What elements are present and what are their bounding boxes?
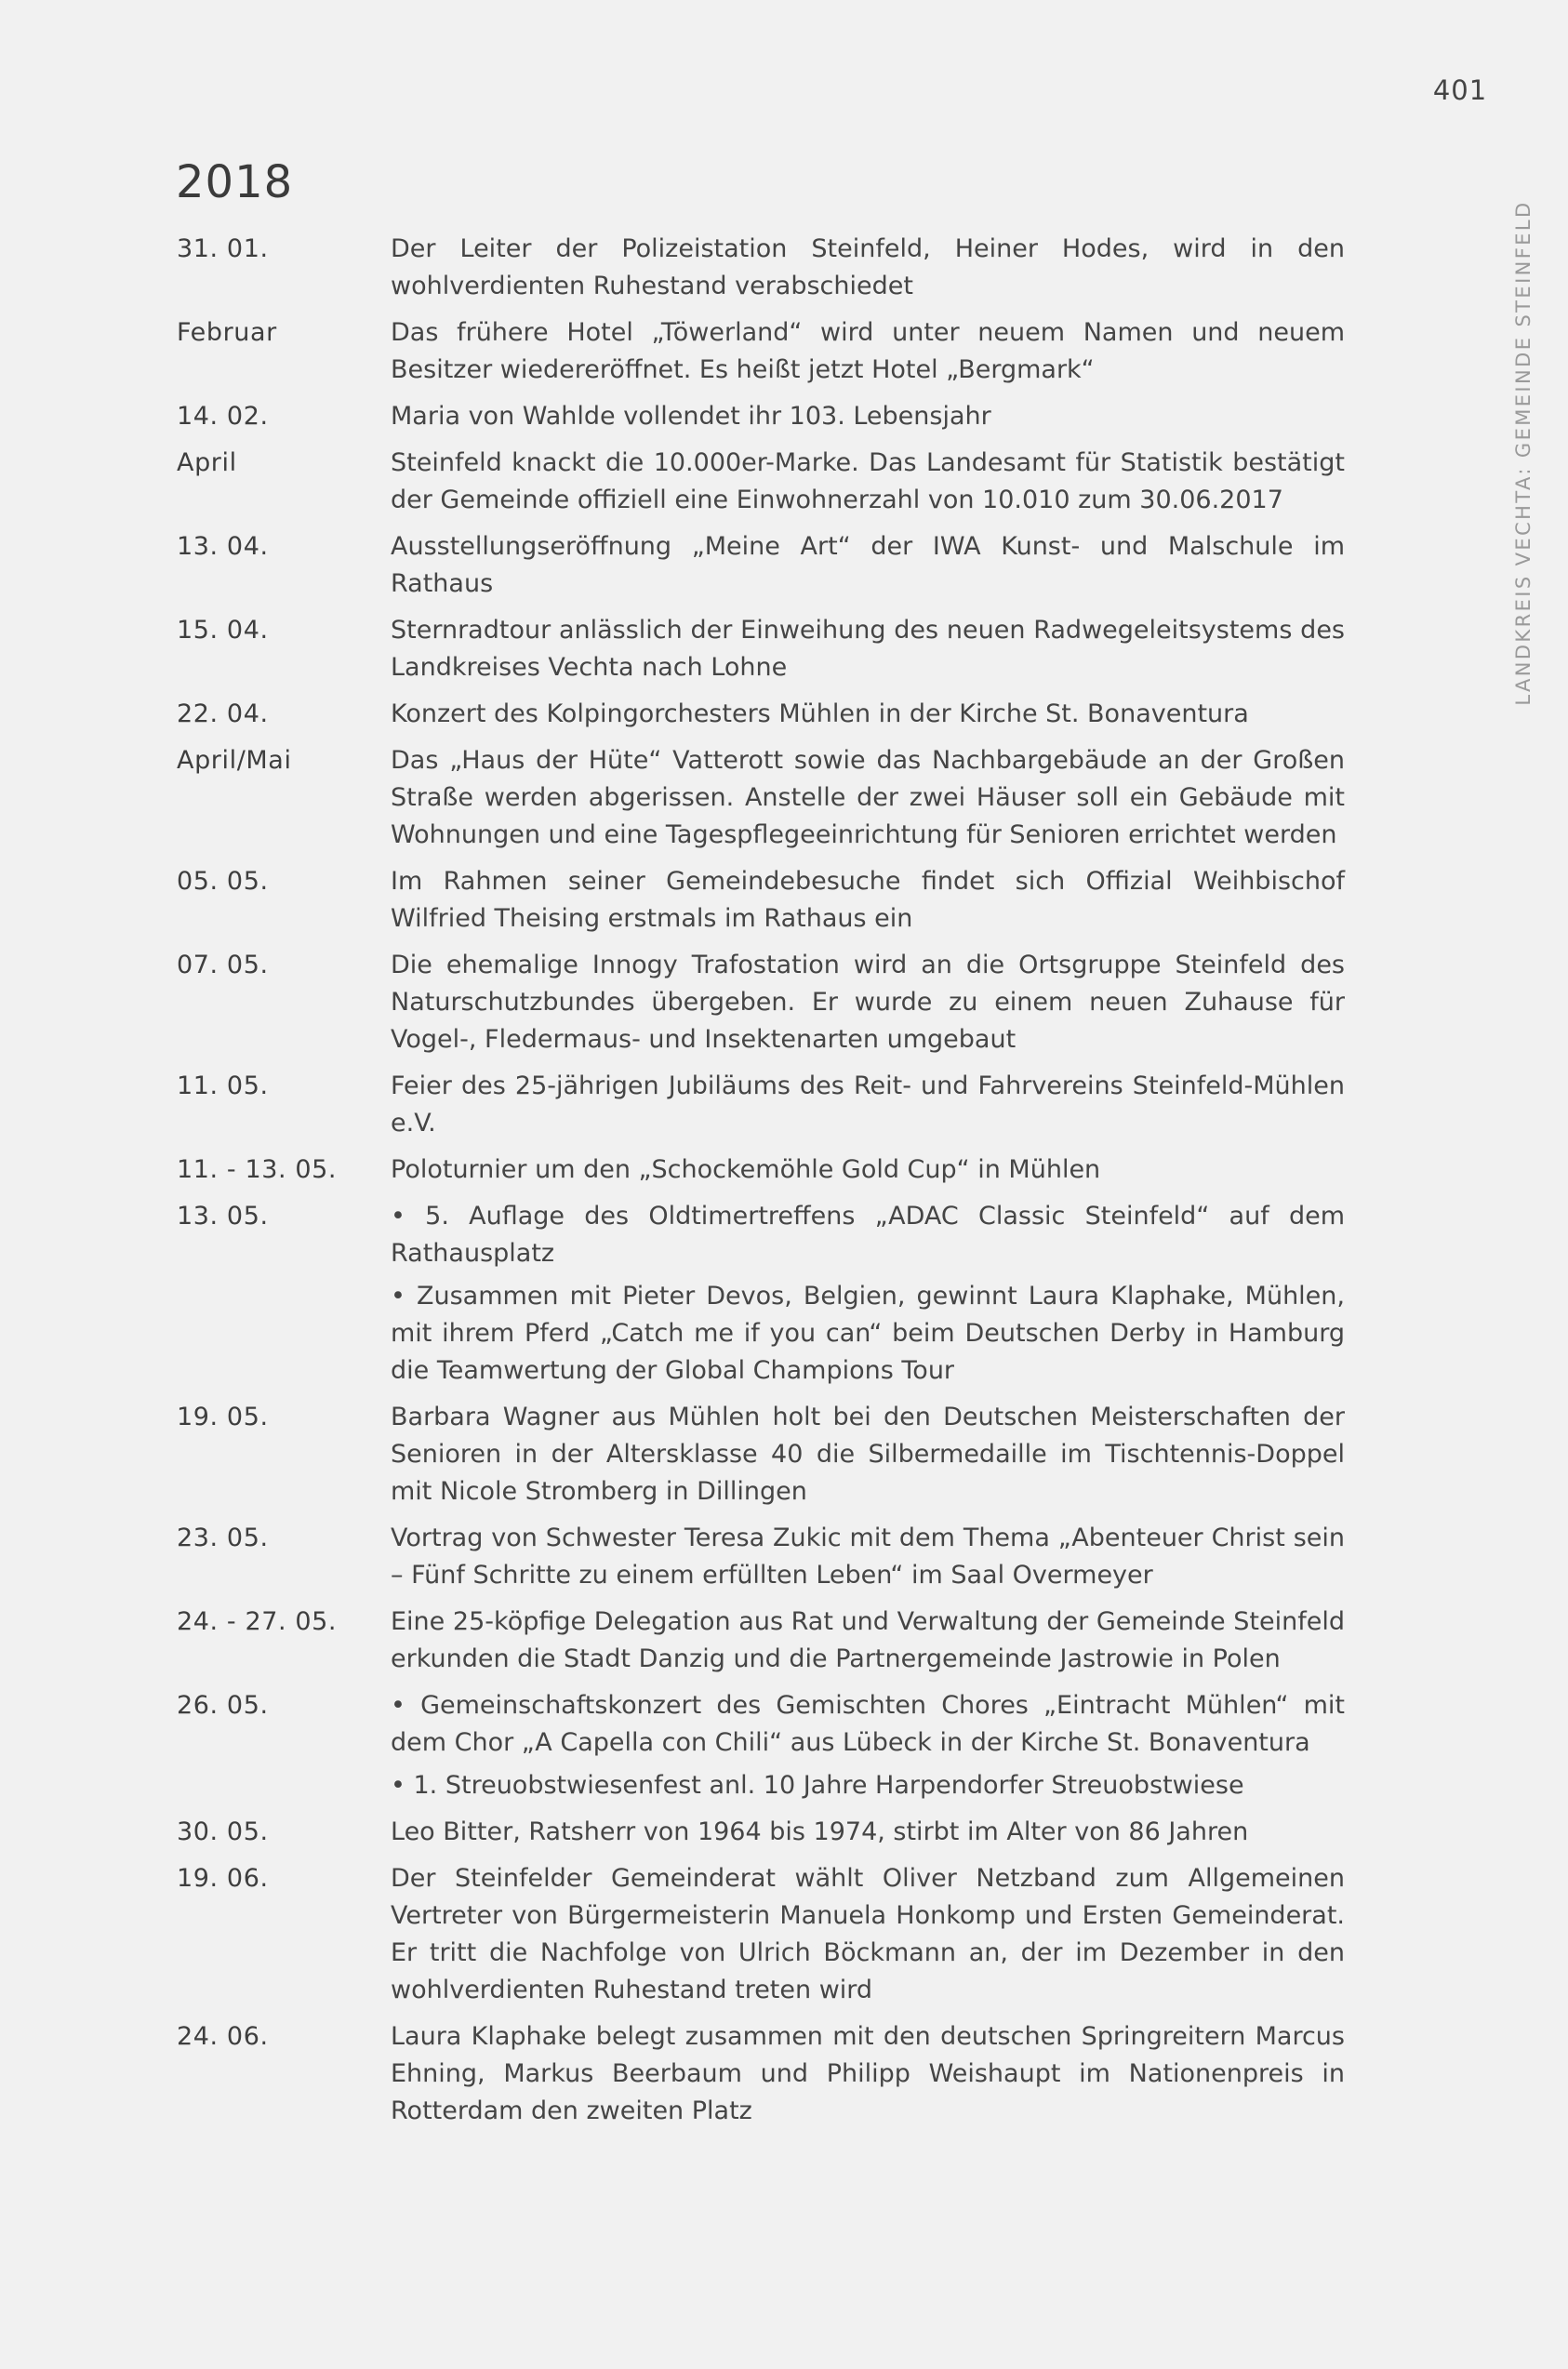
chronicle-entry <box>177 1687 1354 1804</box>
entry-date: 30. 05. <box>177 1817 269 1846</box>
entry-text <box>391 1687 1345 1804</box>
page-number: 401 <box>1432 74 1488 106</box>
year-heading: 2018 <box>176 156 294 208</box>
entry-date: Februar <box>177 318 277 347</box>
entry-paragraph: Die ehemalige Innogy Trafostation wird an die Ortsgruppe Steinfeld des Naturschutzbundes übergeben. Er wurde zu einem neuen Zuhause für Vogel-, Fledermaus- und Insektenarten umgebaut <box>391 951 1345 1054</box>
entry-text <box>391 1604 1345 1678</box>
entry-paragraph: Der Leiter der Polizeistation Steinfeld, Heiner Hodes, wird in den wohlverdienten Ruhestand verabschiedet <box>391 234 1345 300</box>
entry-paragraph: • Gemeinschaftskonzert des Gemischten Chores „Eintracht Mühlen“ mit dem Chor „A Capella con Chili“ aus Lübeck in der Kirche St. Bonaventura <box>391 1691 1345 1757</box>
entry-text <box>391 1198 1345 1390</box>
entry-paragraph: Poloturnier um den „Schockemöhle Gold Cup“ in Mühlen <box>391 1155 1101 1184</box>
chronicle-entry <box>177 445 1354 519</box>
entry-paragraph: Im Rahmen seiner Gemeindebesuche findet sich Offizial Weihbischof Wilfried Theising erstmals im Rathaus ein <box>391 867 1345 933</box>
chronicle-entry <box>177 398 1354 435</box>
chronicle-entries <box>177 231 1354 2139</box>
entry-date: 23. 05. <box>177 1524 269 1552</box>
entry-date: 13. 04. <box>177 532 269 561</box>
entry-text <box>391 231 1345 305</box>
entry-date: 11. - 13. 05. <box>177 1155 338 1184</box>
entry-date: 31. 01. <box>177 234 269 263</box>
entry-text <box>391 445 1345 519</box>
entry-text <box>391 1068 1345 1142</box>
entry-date: 24. - 27. 05. <box>177 1607 338 1636</box>
entry-paragraph: Maria von Wahlde vollendet ihr 103. Lebensjahr <box>391 402 991 431</box>
entry-paragraph: Vortrag von Schwester Teresa Zukic mit dem Thema „Abenteuer Christ sein – Fünf Schritte zu einem erfüllten Leben“ im Saal Overmeyer <box>391 1524 1345 1590</box>
entry-text <box>391 696 1345 733</box>
side-running-title <box>1508 172 1538 735</box>
entry-date: 19. 06. <box>177 1864 269 1893</box>
chronicle-entry <box>177 1860 1354 2009</box>
chronicle-entry <box>177 696 1354 733</box>
chronicle-entry <box>177 863 1354 938</box>
entry-text <box>391 1151 1345 1189</box>
entry-date: 13. 05. <box>177 1202 269 1231</box>
chronicle-entry <box>177 1068 1354 1142</box>
entry-paragraph: • 1. Streuobstwiesenfest anl. 10 Jahre Harpendorfer Streuobstwiese <box>391 1771 1244 1800</box>
entry-paragraph: Konzert des Kolpingorchesters Mühlen in der Kirche St. Bonaventura <box>391 699 1249 728</box>
entry-text <box>391 1860 1345 2009</box>
chronicle-entry <box>177 1198 1354 1390</box>
entry-date: 07. 05. <box>177 951 269 979</box>
entry-paragraph: Das „Haus der Hüte“ Vatterott sowie das Nachbargebäude an der Großen Straße werden abgerissen. Anstelle der zwei Häuser soll ein Gebäude mit Wohnungen und eine Tagespflegeeinrichtung für Senioren errichtet werden <box>391 746 1345 849</box>
chronicle-entry <box>177 612 1354 686</box>
entry-paragraph: • 5. Auflage des Oldtimertreffens „ADAC Classic Steinfeld“ auf dem Rathausplatz <box>391 1202 1345 1268</box>
entry-paragraph: Barbara Wagner aus Mühlen holt bei den Deutschen Meisterschaften der Senioren in der Altersklasse 40 die Silbermedaille im Tischtennis-Doppel mit Nicole Stromberg in Dillingen <box>391 1403 1345 1506</box>
chronicle-entry <box>177 231 1354 305</box>
entry-paragraph: Laura Klaphake belegt zusammen mit den deutschen Springreitern Marcus Ehning, Markus Beerbaum und Philipp Weishaupt im Nationenpreis in Rotterdam den zweiten Platz <box>391 2022 1345 2125</box>
entry-date: 22. 04. <box>177 699 269 728</box>
entry-date: 05. 05. <box>177 867 269 896</box>
entry-paragraph: Leo Bitter, Ratsherr von 1964 bis 1974, stirbt im Alter von 86 Jahren <box>391 1817 1249 1846</box>
entry-paragraph: Eine 25-köpfige Delegation aus Rat und Verwaltung der Gemeinde Steinfeld erkunden die Stadt Danzig und die Partnergemeinde Jastrowie in Polen <box>391 1607 1345 1673</box>
entry-date: 11. 05. <box>177 1071 269 1100</box>
chronicle-entry <box>177 1151 1354 1189</box>
side-title-text: LANDKREIS VECHTA: GEMEINDE STEINFELD <box>1512 200 1535 706</box>
entry-date: 19. 05. <box>177 1403 269 1431</box>
entry-date: April/Mai <box>177 746 292 775</box>
entry-text <box>391 1814 1345 1851</box>
entry-paragraph: Das frühere Hotel „Töwerland“ wird unter neuem Namen und neuem Besitzer wiedereröffnet. Es heißt jetzt Hotel „Bergmark“ <box>391 318 1345 384</box>
chronicle-entry <box>177 1814 1354 1851</box>
entry-date: 14. 02. <box>177 402 269 431</box>
entry-text <box>391 1520 1345 1594</box>
chronicle-entry <box>177 2018 1354 2130</box>
entry-paragraph: Der Steinfelder Gemeinderat wählt Oliver Netzband zum Allgemeinen Vertreter von Bürgermeisterin Manuela Honkomp und Ersten Gemeinderat. Er tritt die Nachfolge von Ulrich Böckmann an, der im Dezember in den wohlverdienten Ruhestand treten wird <box>391 1864 1345 2004</box>
chronicle-entry <box>177 1604 1354 1678</box>
entry-paragraph: Feier des 25-jährigen Jubiläums des Reit- und Fahrvereins Steinfeld-Mühlen e.V. <box>391 1071 1345 1138</box>
chronicle-entry <box>177 947 1354 1058</box>
entry-text <box>391 528 1345 603</box>
entry-date: April <box>177 448 237 477</box>
entry-paragraph: • Zusammen mit Pieter Devos, Belgien, gewinnt Laura Klaphake, Mühlen, mit ihrem Pferd „Catch me if you can“ beim Deutschen Derby in Hamburg die Teamwertung der Global Champions Tour <box>391 1282 1345 1385</box>
entry-paragraph: Ausstellungseröffnung „Meine Art“ der IWA Kunst- und Malschule im Rathaus <box>391 532 1345 598</box>
chronicle-entry <box>177 742 1354 854</box>
entry-date: 24. 06. <box>177 2022 269 2051</box>
entry-text <box>391 398 1345 435</box>
entry-date: 26. 05. <box>177 1691 269 1720</box>
chronicle-entry <box>177 1399 1354 1511</box>
entry-text <box>391 1399 1345 1511</box>
entry-text <box>391 863 1345 938</box>
entry-paragraph: Steinfeld knackt die 10.000er-Marke. Das Landesamt für Statistik bestätigt der Gemeinde offiziell eine Einwohnerzahl von 10.010 zum 30.06.2017 <box>391 448 1345 514</box>
entry-text <box>391 947 1345 1058</box>
entry-text <box>391 612 1345 686</box>
entry-text <box>391 2018 1345 2130</box>
entry-date: 15. 04. <box>177 616 269 645</box>
entry-paragraph: Sternradtour anlässlich der Einweihung des neuen Radwegeleitsystems des Landkreises Vechta nach Lohne <box>391 616 1345 682</box>
chronicle-entry <box>177 528 1354 603</box>
entry-text <box>391 314 1345 389</box>
entry-text <box>391 742 1345 854</box>
chronicle-entry <box>177 1520 1354 1594</box>
chronicle-entry <box>177 314 1354 389</box>
